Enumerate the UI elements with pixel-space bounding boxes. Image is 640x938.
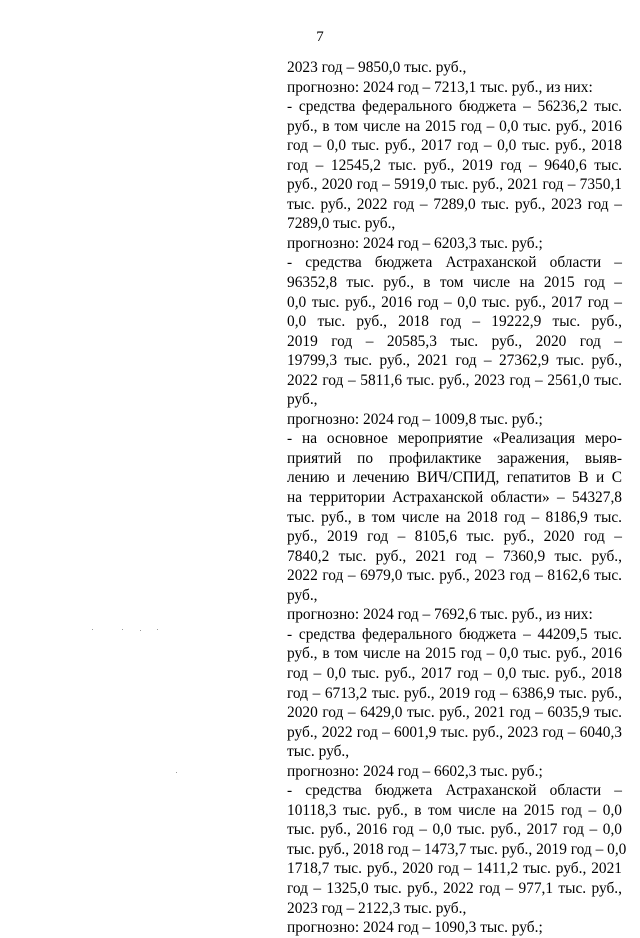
text-line: год – 12545,2 тыс. руб., 2019 год – 9640,6 тыс. [287, 156, 622, 174]
text-line: год – 0,0 тыс. руб., 2017 год – 0,0 тыс. руб., 2018 [287, 664, 622, 682]
text-line: год – 0,0 тыс. руб., 2017 год – 0,0 тыс. руб., 2018 [287, 137, 622, 155]
text-line: - средства бюджета Астраханской области – [287, 782, 622, 800]
text-line: - на основное мероприятие «Реализация меро- [287, 430, 622, 448]
text-line: прогнозно: 2024 год – 7213,1 тыс. руб., из них: [287, 78, 593, 96]
text-line: 7289,0 тыс. руб., [287, 215, 396, 233]
text-line: 96352,8 тыс. руб., в том числе на 2015 год – [287, 274, 622, 292]
text-line: прогнозно: 2024 год – 7692,6 тыс. руб., из них: [287, 606, 593, 624]
text-line: прогнозно: 2024 год – 6602,3 тыс. руб.; [287, 762, 543, 780]
text-line: тыс. руб., 2022 год – 7289,0 тыс. руб., 2023 год – [287, 195, 622, 213]
text-line: тыс. руб., [287, 743, 350, 761]
text-line: 2020 год – 6429,0 тыс. руб., 2021 год – 6035,9 тыс. [287, 704, 622, 722]
text-line: приятий по профилактике заражения, выяв- [287, 449, 622, 467]
text-line: 10118,3 тыс. руб., в том числе на 2015 год – 0,0 [287, 801, 622, 819]
text-line: руб., 2022 год – 6001,9 тыс. руб., 2023 год – 6040,3 [287, 723, 622, 741]
text-line: 2023 год – 2122,3 тыс. руб., [287, 899, 467, 917]
text-line: руб., в том числе на 2015 год – 0,0 тыс. руб., 2016 [287, 645, 622, 663]
text-line: - средства федерального бюджета – 56236,2 тыс. [287, 98, 622, 116]
text-line: тыс. руб., 2018 год – 1473,7 тыс. руб., 2019 год – 0,0 [287, 840, 627, 858]
scan-speck [140, 630, 141, 631]
scan-speck [122, 629, 123, 630]
text-line: на территории Астраханской области» – 54327,8 [287, 489, 622, 507]
scan-speck [157, 629, 158, 630]
text-line: прогнозно: 2024 год – 6203,3 тыс. руб.; [287, 234, 543, 252]
text-line: 0,0 тыс. руб., 2018 год – 19222,9 тыс. руб., [287, 313, 622, 331]
scan-speck [92, 629, 93, 630]
text-line: тыс. руб., в том числе на 2018 год – 8186,9 тыс. [287, 508, 622, 526]
text-line: 19799,3 тыс. руб., 2021 год – 27362,9 тыс. руб., [287, 352, 622, 370]
text-line: руб., 2019 год – 8105,6 тыс. руб., 2020 год – [287, 528, 622, 546]
text-line: руб., [287, 586, 318, 604]
text-line: лению и лечению ВИЧ/СПИД, гепатитов В и С [287, 469, 622, 487]
text-line: - средства бюджета Астраханской области – [287, 254, 622, 272]
text-line: руб., [287, 391, 318, 409]
text-line: руб., 2020 год – 5919,0 тыс. руб., 2021 год – 7350,1 [287, 176, 622, 194]
text-line: - средства федерального бюджета – 44209,5 тыс. [287, 625, 622, 643]
text-line: тыс. руб., 2016 год – 0,0 тыс. руб., 2017 год – 0,0 [287, 821, 622, 839]
text-line: 2019 год – 20585,3 тыс. руб., 2020 год – [287, 332, 622, 350]
text-line: прогнозно: 2024 год – 1090,3 тыс. руб.; [287, 919, 543, 937]
text-line: 1718,7 тыс. руб., 2020 год – 1411,2 тыс. руб., 2021 [287, 860, 622, 878]
text-line: 2022 год – 6979,0 тыс. руб., 2023 год – 8162,6 тыс. [287, 567, 622, 585]
text-line: 7840,2 тыс. руб., 2021 год – 7360,9 тыс. руб., [287, 547, 622, 565]
text-line: год – 1325,0 тыс. руб., 2022 год – 977,1 тыс. руб., [287, 879, 622, 897]
text-line: руб., в том числе на 2015 год – 0,0 тыс. руб., 2016 [287, 117, 622, 135]
text-line: 2022 год – 5811,6 тыс. руб., 2023 год – 2561,0 тыс. [287, 371, 622, 389]
text-line: 0,0 тыс. руб., 2016 год – 0,0 тыс. руб., 2017 год – [287, 293, 622, 311]
page-number: 7 [316, 29, 324, 45]
document-text-column [287, 58, 627, 938]
text-line: год – 6713,2 тыс. руб., 2019 год – 6386,9 тыс. руб., [287, 684, 622, 702]
scan-speck [176, 772, 177, 773]
text-line: 2023 год – 9850,0 тыс. руб., [287, 59, 467, 76]
text-line: прогнозно: 2024 год – 1009,8 тыс. руб.; [287, 410, 543, 428]
